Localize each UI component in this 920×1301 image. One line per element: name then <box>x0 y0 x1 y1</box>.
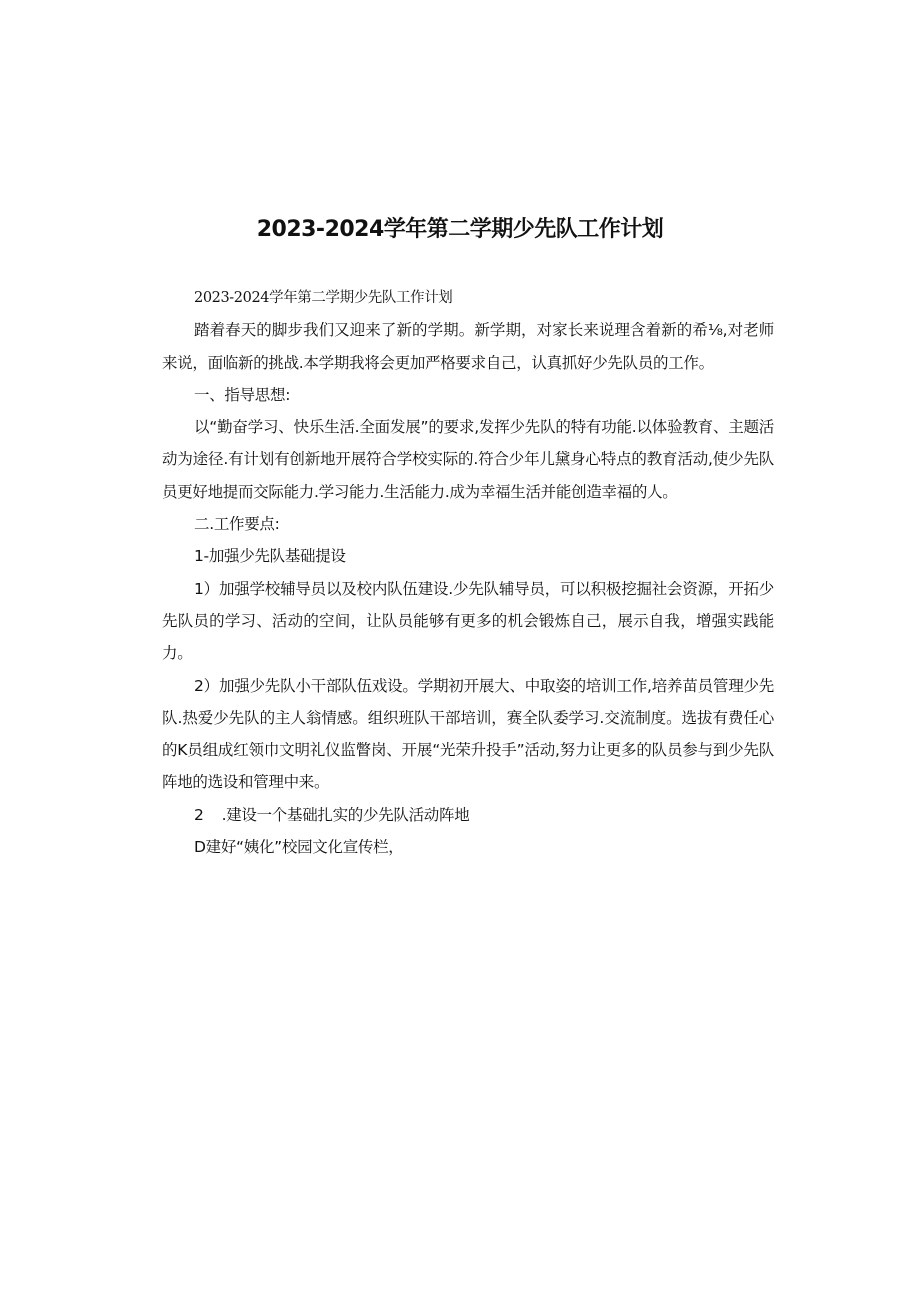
item-2-heading <box>162 799 774 831</box>
document-body <box>162 282 774 863</box>
heading-work-points: 二.工作要点: <box>194 515 280 534</box>
item-1-2-paragraph: 2）加强少先队小干部队伍戏设。学期初开展大、中取姿的培训工作,培养苗员管理少先队.热爱少先队的主人翁情感。组织班队干部培训，赛全队委学习.交流制度。选拔有费任心的K员组成红领巾文明礼仪监瞥岗、开展“光荣升投手”活动,努力让更多的队员参与到少先队阵地的选设和管理中来。 <box>162 676 774 792</box>
item-2-1-line: D建好“姨化”校园文化宣传栏， <box>194 838 404 857</box>
document-title: 2023-2024学年第二学期少先队工作计划 <box>256 217 664 242</box>
document-subtitle: 2023-2024学年第二学期少先队工作计划 <box>194 290 453 306</box>
item-2-text: .建设一个基础扎实的少先队活动阵地 <box>221 805 470 824</box>
item-1-heading: 1-加强少先队基础提设 <box>194 547 346 566</box>
heading-guiding-thought: 一、指导思想: <box>194 385 291 404</box>
item-1-1-paragraph: 1）加强学校辅导员以及校内队伍建设.少先队辅导员，可以积极挖掘社会资源，开拓少先队员的学习、活动的空间，让队员能够有更多的机会锻炼自己，展示自我，增强实践能力。 <box>162 579 774 663</box>
paragraph-intro: 踏着春天的脚步我们又迎来了新的学期。新学期，对家长来说理含着新的希⅛,对老师来说，面临新的挑战.本学期我将会更加严格要求自己，认真抓好少先队员的工作。 <box>162 321 774 372</box>
paragraph-guiding-thought: 以“勤奋学习、快乐生活.全面发展”的要求,发挥少先队的特有功能.以体验教育、主题活动为途径.有计划有创新地开展符合学校实际的.符合少年儿黛身心特点的教育活动,使少先队员更好地提而交际能力.学习能力.生活能力.成为幸福生活并能创造幸福的人。 <box>162 418 774 501</box>
item-2-number: 2 <box>194 805 204 824</box>
